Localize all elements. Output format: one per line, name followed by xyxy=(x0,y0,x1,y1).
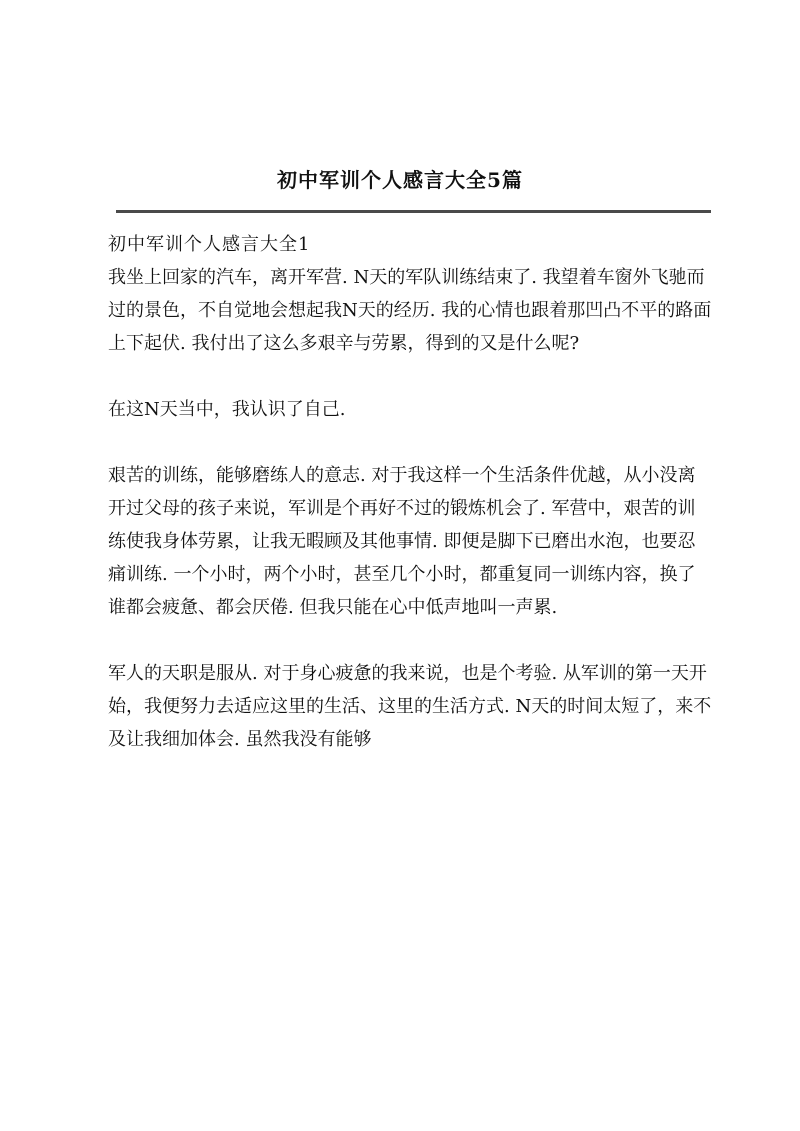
document-body xyxy=(108,228,712,756)
paragraph: 艰苦的训练，能够磨练人的意志. 对于我这样一个生活条件优越，从小没离开过父母的孩子来说，军训是个再好不过的锻炼机会了. 军营中，艰苦的训练使我身体劳累，让我无暇顾及其他事情. 即便是脚下已磨出水泡，也要忍痛训练. 一个小时，两个小时，甚至几个小时，都重复同一训练内容，换了谁都会疲惫、都会厌倦. 但我只能在心中低声地叫一声累. xyxy=(108,465,696,618)
section-heading: 初中军训个人感言大全1 xyxy=(108,234,311,255)
paragraph: 军人的天职是服从. 对于身心疲惫的我来说，也是个考验. 从军训的第一天开始，我便努力去适应这里的生活、这里的生活方式. N天的时间太短了，来不及让我细加体会. 虽然我没有能够 xyxy=(108,663,712,750)
paragraph: 我坐上回家的汽车，离开军营. N天的军队训练结束了. 我望着车窗外飞驰而过的景色，不自觉地会想起我N天的经历. 我的心情也跟着那凹凸不平的路面上下起伏. 我付出了这么多艰辛与劳累，得到的又是什么呢? xyxy=(108,267,712,354)
document-title: 初中军训个人感言大全5篇 xyxy=(277,168,523,192)
paragraph: 在这N天当中，我认识了自己. xyxy=(108,399,346,420)
title-divider xyxy=(116,210,711,213)
